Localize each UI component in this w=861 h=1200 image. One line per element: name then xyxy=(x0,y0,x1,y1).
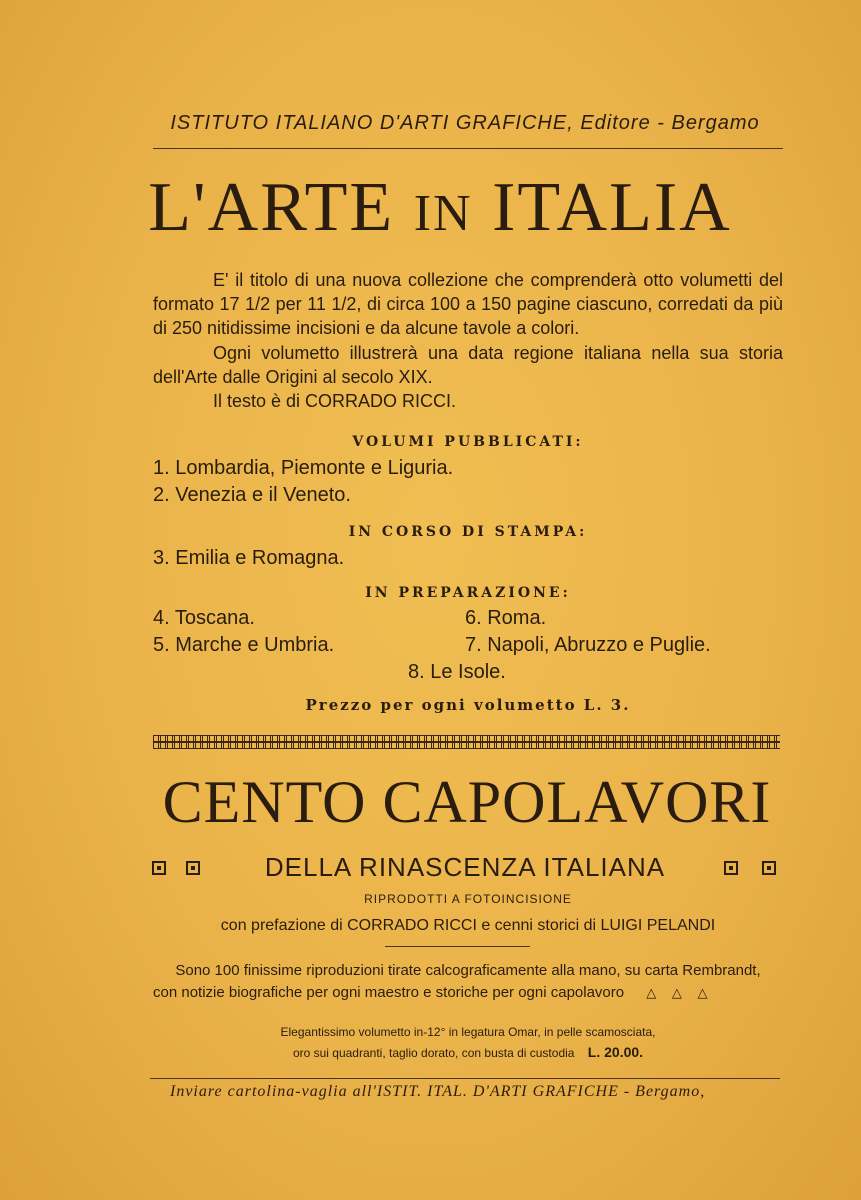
description-line-1: Sono 100 finissime riproduzioni tirate calcograficamente alla mano, su carta Rembrandt, xyxy=(175,962,761,979)
printing-item-3: 3. Emilia e Romagna. xyxy=(153,547,345,569)
preparation-item-5: 5. Marche e Umbria. xyxy=(153,634,335,656)
triangle-marks-icon: △ △ △ xyxy=(646,985,714,1000)
title-word-in: IN xyxy=(413,185,473,242)
volume-info-line-1: Elegantissimo volumetto in-12° in legatura Omar, in pelle scamosciata, xyxy=(280,1025,656,1039)
ornament-square-icon xyxy=(724,861,738,875)
header-rule xyxy=(153,148,783,149)
price-line: Prezzo per ogni volumetto L. 3. xyxy=(305,696,631,714)
preface-line: con prefazione di CORRADO RICCI e cenni storici di LUIGI PELANDI xyxy=(220,917,716,934)
rinascenza-subtitle: DELLA RINASCENZA ITALIANA xyxy=(264,852,666,882)
ornamental-border-top xyxy=(153,735,780,742)
published-item-1: 1. Lombardia, Piemonte e Liguria. xyxy=(153,457,454,479)
description-line-2 xyxy=(153,984,783,1001)
ornament-square-icon xyxy=(762,861,776,875)
short-rule xyxy=(385,946,530,947)
cento-capolavori-title: CENTO CAPOLAVORI xyxy=(162,769,772,835)
reproduced-caption: RIPRODOTTI A FOTOINCISIONE xyxy=(364,892,572,906)
ornamental-border-bottom xyxy=(153,742,780,749)
intro-paragraph-3: Il testo è di CORRADO RICCI. xyxy=(213,391,457,411)
published-item-2: 2. Venezia e il Veneto. xyxy=(153,484,351,506)
volume-info-text: oro sui quadranti, taglio dorato, con busta di custodia xyxy=(292,1046,575,1060)
intro-paragraph-1: E' il titolo di una nuova collezione che comprenderà otto volumetti del formato 17 1/2 per 11 1/2, di circa 100 a 150 pagine ciascuno, corredati da più di 250 nitidissime incisioni e da alcune tavole a colori. xyxy=(153,270,783,338)
publisher-header: ISTITUTO ITALIANO D'ARTI GRAFICHE, Editore - Bergamo xyxy=(170,112,760,134)
description-text: con notizie biografiche per ogni maestro e storiche per ogni capolavoro xyxy=(153,984,625,1001)
printing-heading: IN CORSO DI STAMPA: xyxy=(348,524,588,540)
footer-rule xyxy=(150,1078,780,1079)
preparation-item-8: 8. Le Isole. xyxy=(408,661,506,683)
published-heading: VOLUMI PUBBLICATI: xyxy=(352,434,584,450)
ornament-square-icon xyxy=(152,861,166,875)
preparation-item-7: 7. Napoli, Abruzzo e Puglie. xyxy=(465,634,711,656)
main-title xyxy=(120,168,760,254)
preparation-item-4: 4. Toscana. xyxy=(153,607,255,629)
preparation-item-6: 6. Roma. xyxy=(465,607,547,629)
ornament-square-icon xyxy=(186,861,200,875)
preparation-heading: IN PREPARAZIONE: xyxy=(365,585,571,601)
intro-paragraph-2: Ogni volumetto illustrerà una data regione italiana nella sua storia dell'Arte dalle Origini al secolo XIX. xyxy=(153,343,783,387)
title-word-italia: ITALIA xyxy=(492,169,732,246)
footer-line: Inviare cartolina-vaglia all'ISTIT. ITAL. D'ARTI GRAFICHE - Bergamo, xyxy=(170,1083,706,1100)
title-word-arte: L'ARTE xyxy=(148,169,395,246)
volume-price: L. 20.00. xyxy=(587,1044,644,1060)
volume-info-line-2 xyxy=(153,1044,783,1060)
